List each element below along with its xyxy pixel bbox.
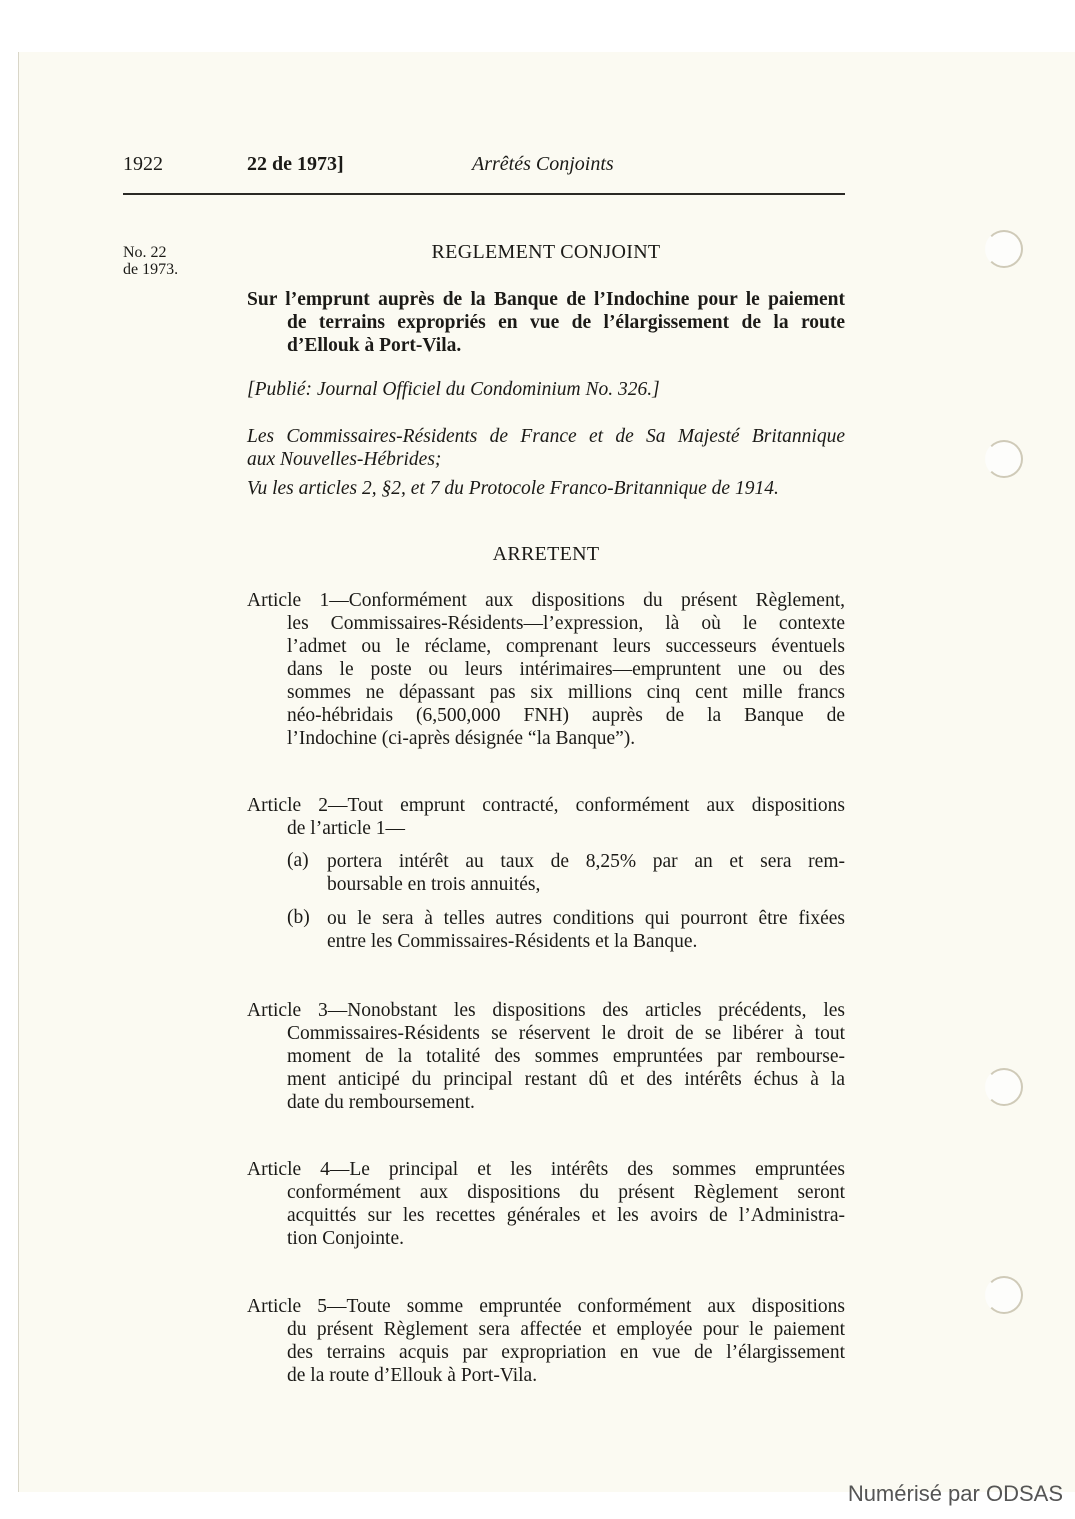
item-body: [327, 907, 845, 953]
preamble-vu-line: Vu les articles 2, §2, et 7 du Protocole Franco-Britannique de 1914.: [247, 478, 779, 499]
article-line: tion Conjointe.: [287, 1228, 404, 1249]
binder-hole-1: [985, 230, 1023, 268]
margin-note-year: de 1973.: [123, 261, 179, 278]
article-1: [247, 589, 845, 750]
arretent-heading: ARRETENT: [492, 543, 600, 565]
document-title: [247, 288, 845, 357]
header-rule: [123, 193, 845, 195]
article-line: Article 4—Le principal et les intérêts des sommes empruntées: [247, 1159, 845, 1180]
item-line: boursable en trois annuités,: [327, 874, 541, 895]
page-number: 1922: [123, 153, 163, 175]
title-line: de terrains expropriés en vue de l’élargissement de la route: [287, 312, 845, 333]
document-heading: REGLEMENT CONJOINT: [431, 241, 661, 263]
article-line: de l’article 1—: [287, 818, 406, 839]
article-5: [247, 1295, 845, 1387]
preamble: [247, 425, 845, 471]
article-line: sommes ne dépassant pas six millions cinq cent mille francs: [287, 682, 845, 703]
binder-hole-4: [985, 1276, 1023, 1314]
binder-hole-3: [985, 1068, 1023, 1106]
article-line: Commissaires-Résidents se réservent le droit de se libérer à tout: [287, 1023, 845, 1044]
title-line: d’Ellouk à Port-Vila.: [287, 335, 462, 356]
article-line: néo-hébridais (6,500,000 FNH) auprès de la Banque de: [287, 705, 845, 726]
article-line: l’Indochine (ci-après désignée “la Banque”).: [287, 728, 636, 749]
article-line: Article 3—Nonobstant les dispositions des articles précédents, les: [247, 1000, 845, 1021]
article-2-item-a: [287, 850, 845, 896]
publication-line: [Publié: Journal Officiel du Condominium No. 326.]: [247, 379, 660, 400]
article-line: Article 1—Conformément aux dispositions du présent Règlement,: [247, 590, 845, 611]
article-line: l’admet ou le réclame, comprenant leurs successeurs éventuels: [287, 636, 845, 657]
item-line: entre les Commissaires-Résidents et la Banque.: [327, 931, 698, 952]
article-line: dans le poste ou leurs intérimaires—empruntent une ou des: [287, 659, 845, 680]
preamble-line: aux Nouvelles-Hébrides;: [247, 449, 442, 470]
margin-note-number: No. 22: [123, 244, 167, 261]
article-2: [247, 794, 845, 840]
article-line: date du remboursement.: [287, 1092, 475, 1113]
title-line: Sur l’emprunt auprès de la Banque de l’Indochine pour le paiement: [247, 289, 845, 310]
preamble-line: Les Commissaires-Résidents de France et de Sa Majesté Britannique: [247, 426, 845, 447]
article-line: Article 5—Toute somme empruntée conformément aux dispositions: [247, 1296, 845, 1317]
article-4: [247, 1158, 845, 1250]
publication-note: [247, 378, 845, 401]
binder-hole-2: [985, 440, 1023, 478]
article-line: les Commissaires-Résidents—l’expression, là où le contexte: [287, 613, 845, 634]
article-line: conformément aux dispositions du présent Règlement seront: [287, 1182, 845, 1203]
digitization-credit: Numérisé par ODSAS: [847, 1481, 1063, 1506]
article-line: ment anticipé du principal restant dû et des intérêts échus à la: [287, 1069, 845, 1090]
article-2-item-b: [287, 907, 845, 953]
article-line: de la route d’Ellouk à Port-Vila.: [287, 1365, 538, 1386]
item-line: ou le sera à telles autres conditions qui pourront être fixées: [327, 908, 845, 929]
article-3: [247, 999, 845, 1114]
running-reference: 22 de 1973]: [247, 153, 344, 175]
article-line: moment de la totalité des sommes empruntées par rembourse-: [287, 1046, 845, 1067]
item-label: (b): [287, 907, 310, 928]
running-title: Arrêtés Conjoints: [472, 153, 614, 175]
article-line: du présent Règlement sera affectée et employée pour le paiement: [287, 1319, 845, 1340]
item-line: portera intérêt au taux de 8,25% par an et sera rem-: [327, 851, 845, 872]
preamble-vu: [247, 477, 845, 500]
item-label: (a): [287, 850, 309, 871]
article-line: Article 2—Tout emprunt contracté, conformément aux dispositions: [247, 795, 845, 816]
item-body: [327, 850, 845, 896]
article-line: acquittés sur les recettes générales et les avoirs de l’Administra-: [287, 1205, 845, 1226]
article-line: des terrains acquis par expropriation en vue de l’élargissement: [287, 1342, 845, 1363]
margin-note: [123, 244, 178, 278]
